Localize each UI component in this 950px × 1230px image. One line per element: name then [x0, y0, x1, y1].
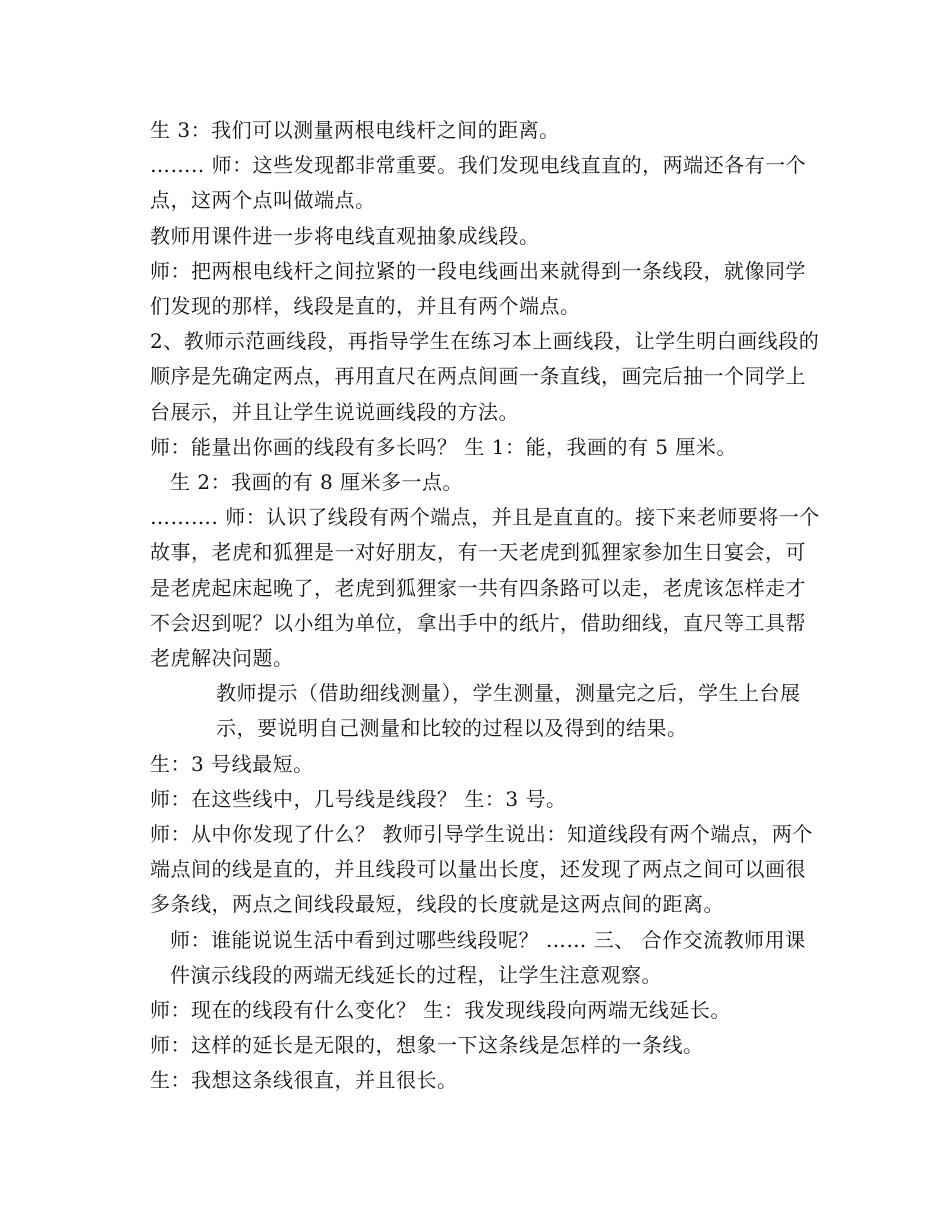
- paragraph-draw-segment: 2、教师示范画线段，再指导学生在练习本上画线段，让学生明白画线段的顺序是先确定两点，再用直尺在两点间画一条直线，画完后抽一个同学上台展示，并且让学生说说画线段的方法。: [150, 329, 820, 424]
- paragraph-teacher-hint: 教师提示（借助细线测量），学生测量，测量完之后，学生上台展示，要说明自己测量和比较的过程以及得到的结果。: [216, 681, 801, 741]
- paragraph-measure-length: 师：能量出你画的线段有多长吗？ 生 1：能，我画的有 5 厘米。: [150, 434, 737, 459]
- paragraph-teacher-endpoints: …….. 师：这些发现都非常重要。我们发现电线直直的，两端还各有一个点，这两个点叫做端点。: [150, 153, 807, 213]
- paragraph-student-3-measure: 生 3：我们可以测量两根电线杆之间的距离。: [150, 118, 560, 142]
- paragraph-tiger-fox-story: ………. 师：认识了线段有两个端点，并且是直直的。接下来老师要将一个故事，老虎和狐狸是一对好朋友，有一天老虎到狐狸家参加生日宴会，可是老虎起床起晚了，老虎到狐狸家一共有四条路可以走，老虎该怎样走才不会迟到呢？以小组为单位，拿出手中的纸片，借助细线，直尺等工具帮老虎解决问题。: [150, 505, 820, 671]
- paragraph-teacher-line-segment: 师：把两根电线杆之间拉紧的一段电线画出来就得到一条线段，就像同学们发现的那样，线段是直的，并且有两个端点。: [150, 258, 806, 319]
- paragraph-segment-change: 师：现在的线段有什么变化？ 生：我发现线段向两端无线延长。: [150, 998, 731, 1023]
- paragraph-line-3-shortest: 生：3 号线最短。: [150, 751, 314, 776]
- paragraph-infinite-extension: 师：这样的延长是无限的，想象一下这条线是怎样的一条线。: [150, 1033, 704, 1058]
- paragraph-line-straight-long: 生：我想这条线很直，并且很长。: [150, 1068, 458, 1093]
- document-body: [140, 113, 820, 1099]
- paragraph-what-found: 师：从中你发现了什么？ 教师引导学生说出：知道线段有两个端点，两个端点间的线是直的，并且线段可以量出长度，还发现了两点之间可以画很多条线，两点之间线段最短，线段的长度就是这两点间的距离。: [150, 822, 813, 917]
- paragraph-cooperation: 师：谁能说说生活中看到过哪些线段呢？ …… 三、 合作交流教师用课件演示线段的两端无线延长的过程，让学生注意观察。: [170, 927, 806, 987]
- paragraph-courseware-abstract: 教师用课件进一步将电线直观抽象成线段。: [150, 223, 540, 248]
- paragraph-which-is-segment: 师：在这些线中，几号线是线段？ 生：3 号。: [150, 786, 567, 811]
- paragraph-student-2-length: 生 2：我画的有 8 厘米多一点。: [170, 470, 464, 495]
